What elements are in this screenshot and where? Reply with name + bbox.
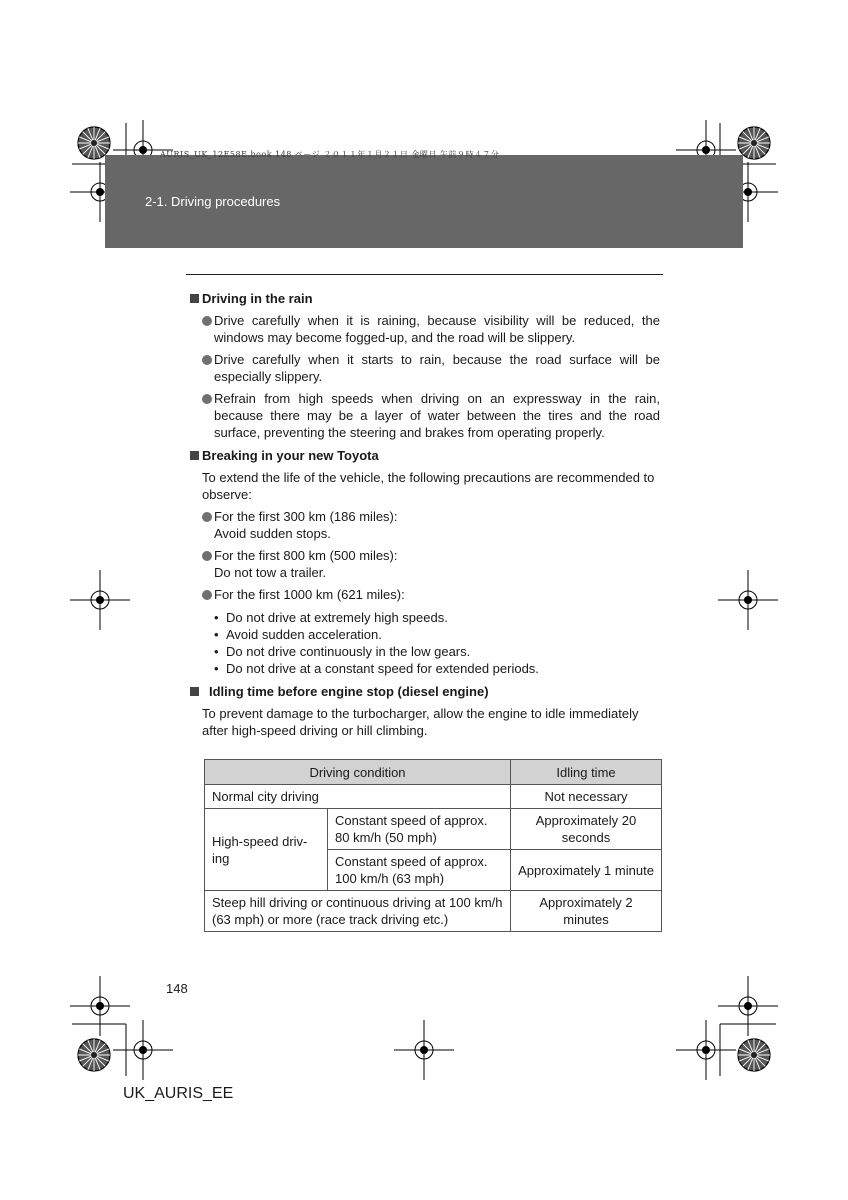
breaking-in-sublist [190,609,660,677]
square-bullet-icon [190,451,199,460]
rain-bullet-3: Refrain from high speeds when driving on an expressway in the rain, because there may be a layer of water between the tires and the road surface, preventing the steering and brakes from operating properly. [190,390,660,441]
page-number: 148 [166,981,188,996]
cell-condition: Constant speed of approx. 80 km/h (50 mph) [328,809,511,850]
col-header-idling: Idling time [511,760,662,785]
idling-table [204,759,662,932]
section-title: 2-1. Driving procedures [145,194,281,209]
table-header-row [205,760,662,785]
breaking-in-intro: To extend the life of the vehicle, the following precautions are recommended to observe: [202,470,655,502]
breaking-in-item-1: For the first 300 km (186 miles): Avoid sudden stops. [190,508,660,542]
cell-idling: Approximately 2 minutes [511,891,662,932]
cell-condition: Normal city driving [205,785,511,809]
list-item: • Do not drive at extremely high speeds. [214,609,660,626]
list-item: • Avoid sudden acceleration. [214,626,660,643]
top-rule [186,274,663,275]
cell-idling: Approximately 20 seconds [511,809,662,850]
doc-code: UK_AURIS_EE [123,1085,234,1102]
cell-idling: Approximately 1 minute [511,850,662,891]
breaking-in-item-3: For the first 1000 km (621 miles): [190,586,660,603]
cell-highspeed-label: High-speed driv-ing [205,809,328,891]
cell-condition: Steep hill driving or continuous driving at 100 km/h (63 mph) or more (race track driving etc.) [205,891,511,932]
cell-condition: Constant speed of approx. 100 km/h (63 mph) [328,850,511,891]
breaking-in-heading-text: Breaking in your new Toyota [202,448,379,463]
idling-heading-text: Idling time before engine stop (diesel engine) [209,684,489,699]
circle-bullet-icon [202,590,212,600]
rain-bullet-1: Drive carefully when it is raining, because visibility will be reduced, the windows may become fogged-up, and the road will be slippery. [190,312,660,346]
circle-bullet-icon [202,355,212,365]
idling-intro: To prevent damage to the turbocharger, allow the engine to idle immediately after high-speed driving or hill climbing. [202,706,639,738]
square-bullet-icon [190,294,199,303]
content [190,290,660,739]
circle-bullet-icon [202,551,212,561]
idling-heading [190,683,660,700]
cell-idling: Not necessary [511,785,662,809]
rain-heading-text: Driving in the rain [202,291,313,306]
circle-bullet-icon [202,316,212,326]
rain-heading [190,290,660,307]
print-meta: AURIS_UK_12E58E.book 148 ページ ２０１１年１月２１日 金曜日 午前９時４７分 [160,150,500,159]
table-row [205,785,662,809]
table-row [205,809,662,850]
list-item: • Do not drive continuously in the low gears. [214,643,660,660]
rain-bullet-2: Drive carefully when it starts to rain, because the road surface will be especially slippery. [190,351,660,385]
square-bullet-icon [190,687,199,696]
circle-bullet-icon [202,512,212,522]
list-item: • Do not drive at a constant speed for extended periods. [214,660,660,677]
circle-bullet-icon [202,394,212,404]
breaking-in-item-2: For the first 800 km (500 miles): Do not tow a trailer. [190,547,660,581]
col-header-condition: Driving condition [205,760,511,785]
table-row [205,891,662,932]
breaking-in-heading [190,447,660,464]
